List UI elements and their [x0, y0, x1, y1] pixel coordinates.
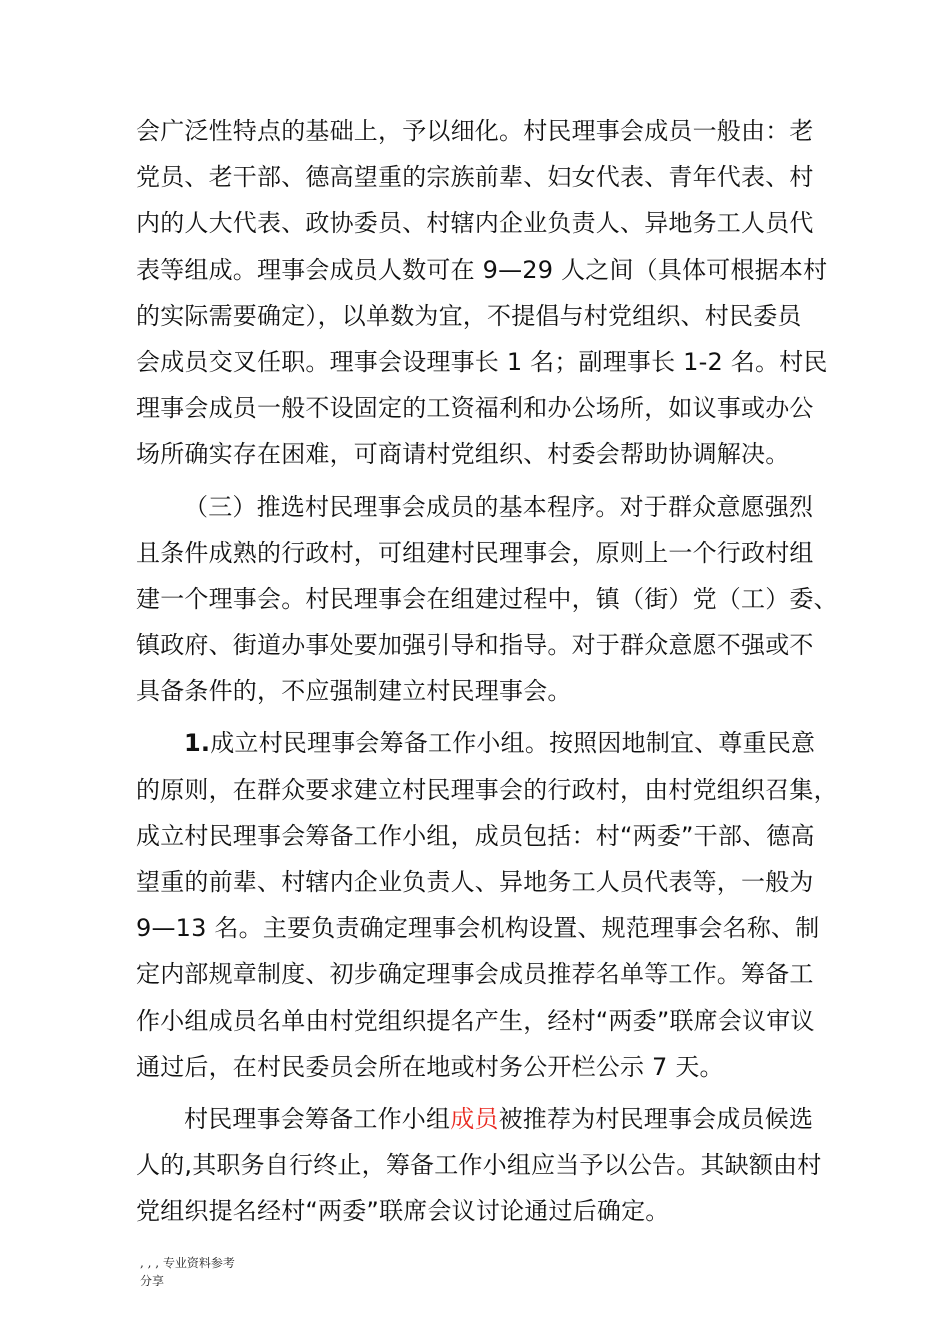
body-text — [136, 108, 836, 1235]
text-line: 场所确实存在困难，可商请村党组织、村委会帮助协调解决。 — [136, 440, 790, 469]
text-line: 通过后，在村民委员会所在地或村务公开栏公示 7 天。 — [136, 1052, 724, 1081]
item-1-first-line — [136, 720, 836, 766]
item-1-title: 成立村民理事会筹备工作小组。按照因地制宜、尊重民意 — [210, 729, 816, 758]
footer-line: 分享 — [140, 1274, 165, 1288]
section-3-heading-line: （三）推选村民理事会成员的基本程序。对于群众意愿强烈 — [184, 492, 814, 521]
highlighted-word: 成员 — [450, 1104, 499, 1133]
text-line: 成立村民理事会筹备工作小组，成员包括：村“两委”干部、德高 — [136, 821, 815, 850]
text-line: 作小组成员名单由村党组织提名产生，经村“两委”联席会议审议 — [136, 1006, 815, 1035]
text-line: 具备条件的，不应强制建立村民理事会。 — [136, 677, 572, 706]
final-paragraph — [136, 1096, 836, 1235]
footer-line: , , , 专业资料参考 — [140, 1256, 235, 1270]
text-run: 村民理事会筹备工作小组 — [184, 1104, 451, 1133]
item-1-paragraph — [136, 720, 836, 1090]
item-number: 1. — [184, 729, 211, 758]
text-line: 表等组成。理事会成员人数可在 9—29 人之间（具体可根据本村 — [136, 255, 828, 284]
final-first-line — [136, 1096, 836, 1142]
text-line: 且条件成熟的行政村，可组建村民理事会，原则上一个行政村组 — [136, 538, 814, 567]
text-line: 人的,其职务自行终止，筹备工作小组应当予以公告。其缺额由村 — [136, 1151, 822, 1180]
text-run: 被推荐为村民理事会成员候选 — [498, 1104, 814, 1133]
text-line: 望重的前辈、村辖内企业负责人、异地务工人员代表等，一般为 — [136, 868, 814, 896]
page-footer — [140, 1254, 235, 1290]
text-line: 的原则，在群众要求建立村民理事会的行政村，由村党组织召集， — [136, 775, 838, 804]
text-line: 9—13 名。主要负责确定理事会机构设置、规范理事会名称、制 — [136, 914, 820, 943]
text-line: 党组织提名经村“两委”联席会议讨论通过后确定。 — [136, 1197, 670, 1226]
text-line: 镇政府、街道办事处要加强引导和指导。对于群众意愿不强或不 — [136, 631, 814, 660]
text-line: 内的人大代表、政协委员、村辖内企业负责人、异地务工人员代 — [136, 209, 814, 238]
text-line: 的实际需要确定），以单数为宜，不提倡与村党组织、村民委员 — [136, 301, 802, 330]
text-line: 会成员交叉任职。理事会设理事长 1 名；副理事长 1-2 名。村民 — [136, 347, 828, 376]
section-3-paragraph — [136, 484, 836, 715]
text-line: 党员、老干部、德高望重的宗族前辈、妇女代表、青年代表、村 — [136, 163, 814, 192]
text-line: 建一个理事会。村民理事会在组建过程中，镇（街）党（工）委、 — [136, 584, 838, 613]
continuation-paragraph — [136, 108, 836, 478]
text-line: 理事会成员一般不设固定的工资福利和办公场所，如议事或办公 — [136, 394, 814, 423]
text-line: 会广泛性特点的基础上，予以细化。村民理事会成员一般由：老 — [136, 117, 814, 145]
text-line: 定内部规章制度、初步确定理事会成员推荐名单等工作。筹备工 — [136, 960, 814, 989]
